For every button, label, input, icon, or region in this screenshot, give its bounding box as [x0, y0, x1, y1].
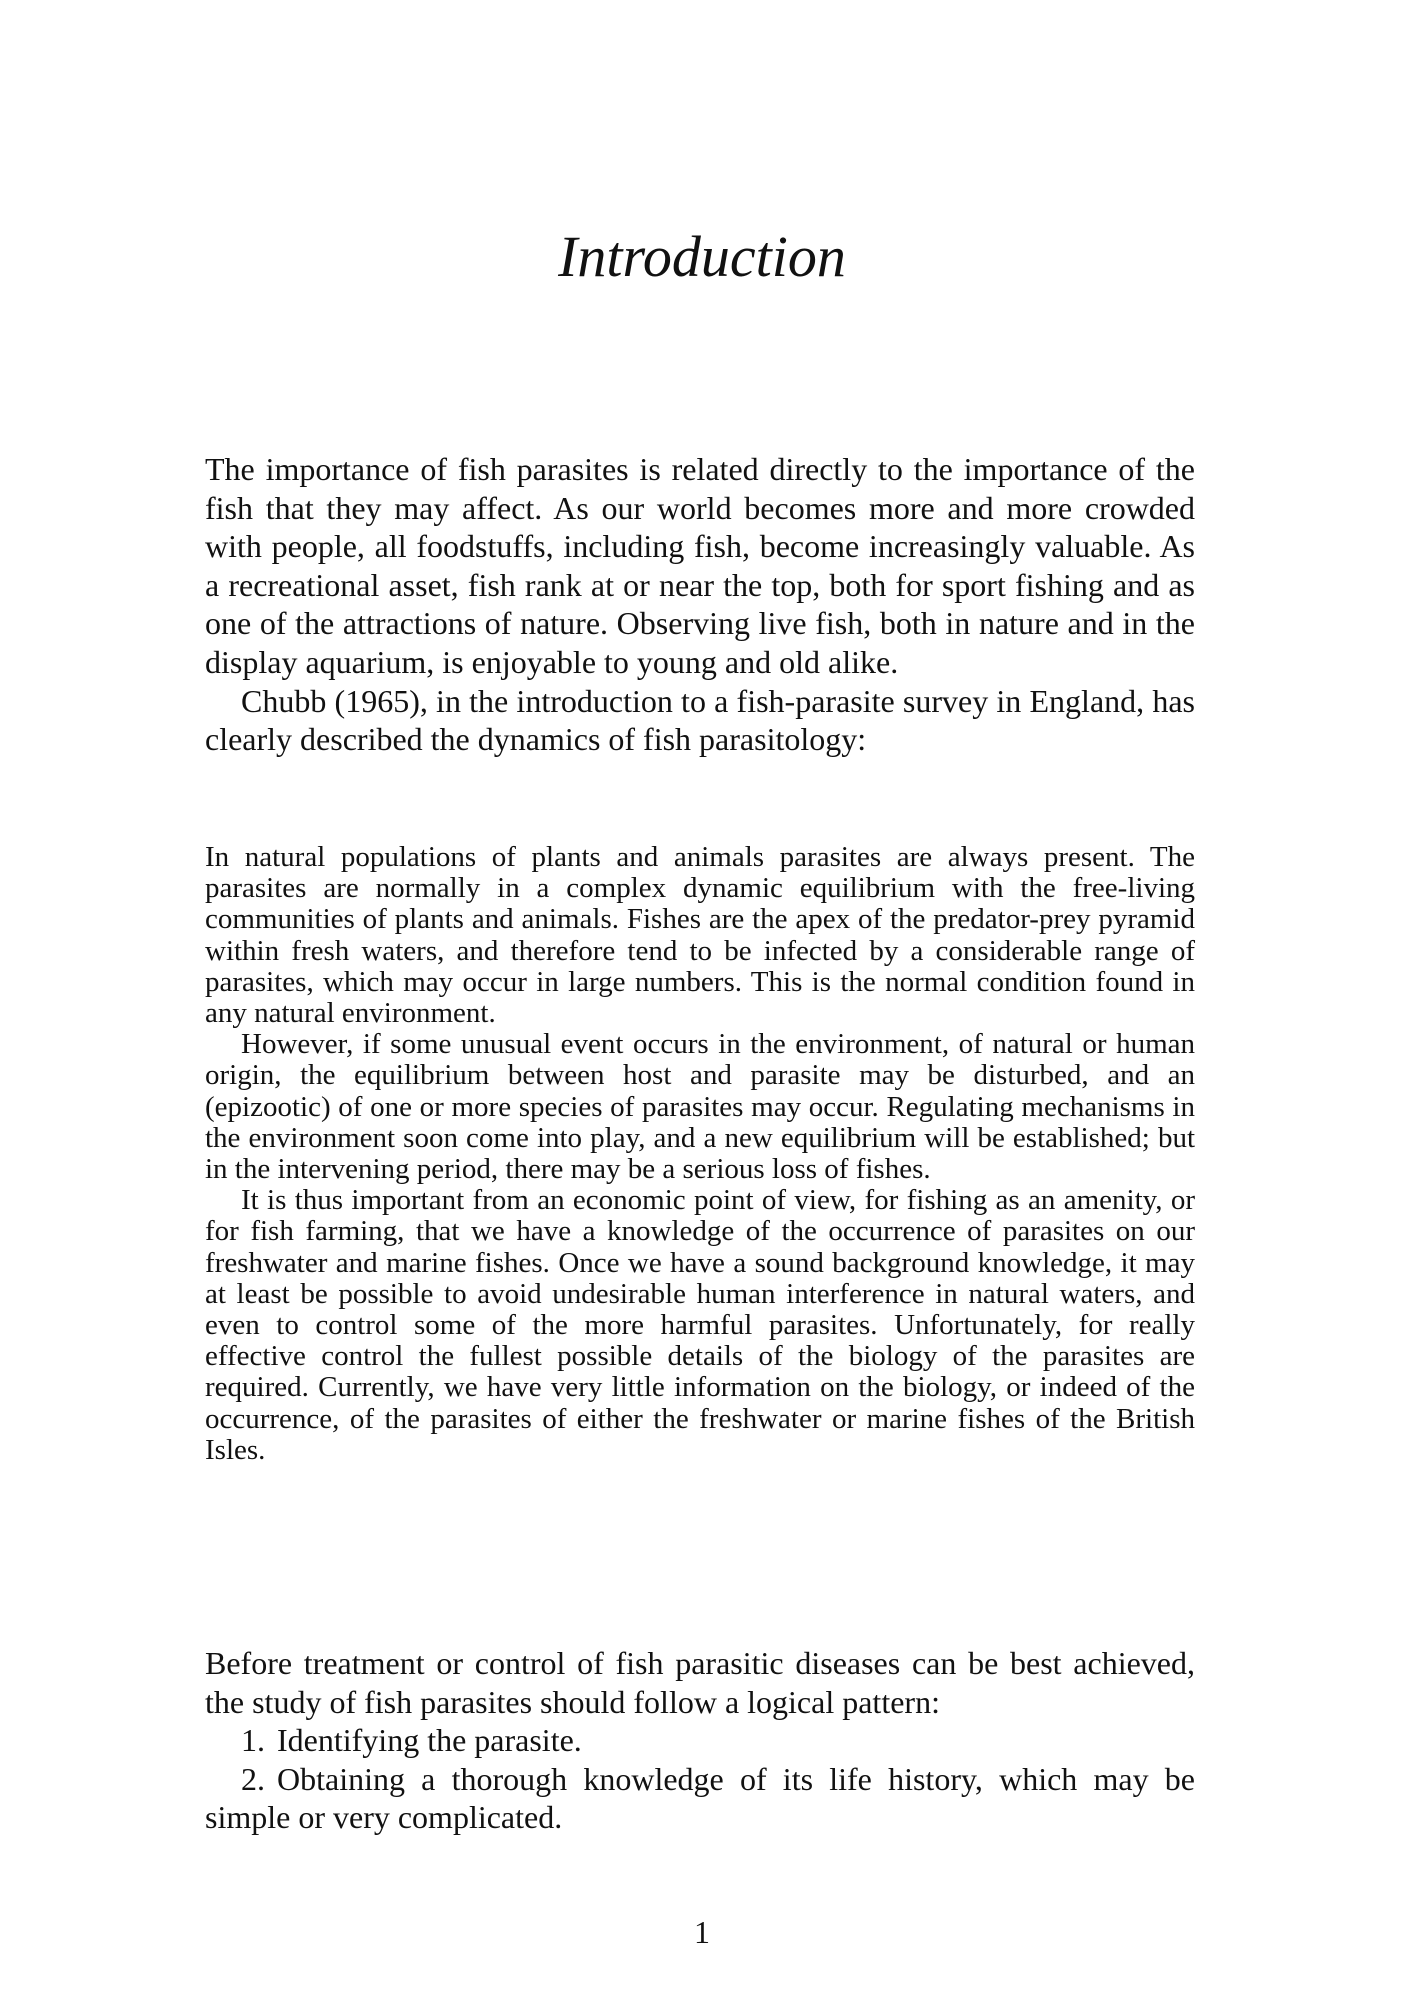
quote-paragraph-1: In natural populations of plants and animals parasites are always present. The parasites are normally in a complex dynamic equilibrium with the free-living communities of plants and animals. Fishes are the apex of the predator-prey pyramid within fresh waters, and therefore tend to be infected by a considerable range of parasites, which may occur in large numbers. This is the normal condition found in any natural environment. [205, 841, 1195, 1030]
list-item-number: 1. [241, 1722, 265, 1759]
list-item-number: 2. [241, 1760, 265, 1797]
quote-paragraph-3: It is thus important from an economic point of view, for fishing as an amenity, or for fish farming, that we have a knowledge of the occurrence of parasites on our freshwater and marine fishes. Once we have a sound background knowledge, it may at least be possible to avoid undesirable human interference in natural waters, and even to control some of the more harmful parasites. Unfortunately, for really effective control the fullest possible details of the biology of the parasites are required. Currently, we have very little information on the biology, or indeed of the occurrence, of the parasites of either the freshwater or marine fishes of the British Isles. [205, 1184, 1195, 1466]
closing-body [205, 1644, 1195, 1837]
list-item-text: Identifying the parasite. [277, 1722, 582, 1759]
paragraph-1: The importance of fish parasites is related directly to the importance of the fish that they may affect. As our world becomes more and more crowded with people, all foodstuffs, including fish, become increasingly valuable. As a recreational asset, fish rank at or near the top, both for sport fishing and as one of the attractions of nature. Observing live fish, both in nature and in the display aquarium, is enjoyable to young and old alike. [205, 451, 1195, 680]
chapter-title: Introduction [558, 224, 846, 289]
page-number: 1 [694, 1914, 710, 1950]
quote-paragraph-2: However, if some unusual event occurs in the environment, of natural or human origin, the equilibrium between host and parasite may be disturbed, and an (epizootic) of one or more species of parasites may occur. Regulating mechanisms in the environment soon come into play, and a new equilibrium will be established; but in the intervening period, there may be a serious loss of fishes. [205, 1028, 1195, 1186]
list-item [205, 1760, 1195, 1837]
intro-body [205, 450, 1195, 759]
closing-paragraph: Before treatment or control of fish parasitic diseases can be best achieved, the study of fish parasites should follow a logical pattern: [205, 1645, 1195, 1720]
paragraph-2: Chubb (1965), in the introduction to a fish-parasite survey in England, has clearly described the dynamics of fish parasitology: [205, 682, 1195, 758]
block-quote [205, 842, 1195, 1466]
list-item [205, 1721, 1195, 1760]
list-item-text: Obtaining a thorough knowledge of its life history, which may be simple or very complicated. [205, 1760, 1195, 1836]
numbered-list [205, 1721, 1195, 1837]
